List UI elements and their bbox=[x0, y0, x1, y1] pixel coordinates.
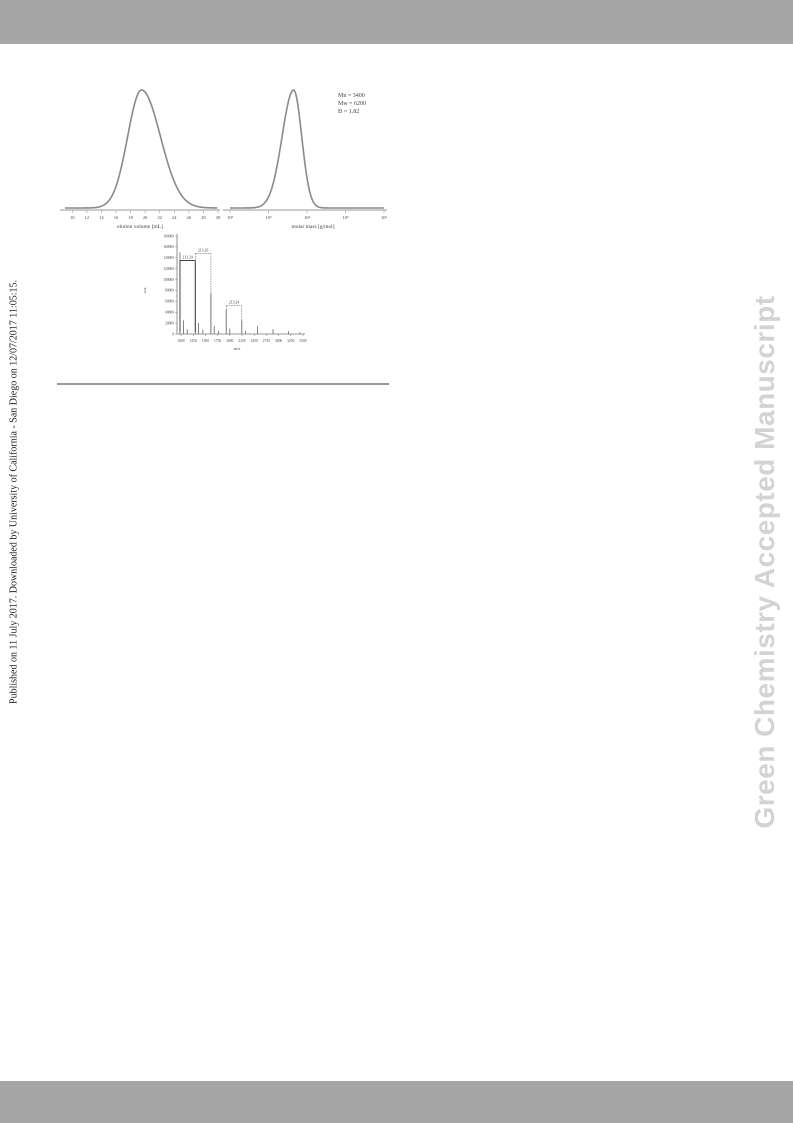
sec-tick-label: 28 bbox=[201, 215, 206, 220]
ms-y-ticks bbox=[163, 234, 177, 336]
sec-tick-label: 24 bbox=[172, 215, 177, 220]
ms-y-tick-label: 180000 bbox=[163, 234, 174, 239]
ms-x-tick-label: 2250 bbox=[238, 339, 246, 343]
ms-y-tick-label: 140000 bbox=[163, 256, 174, 261]
mm-ticks bbox=[227, 210, 387, 220]
ms-y-tick-label: 100000 bbox=[163, 277, 174, 282]
ms-annotations bbox=[180, 248, 242, 332]
ms-y-label: a.u. bbox=[142, 286, 147, 294]
mn-annotation: Mn = 3400 bbox=[338, 93, 365, 99]
dispersity-annotation: Đ = 1.82 bbox=[338, 109, 360, 115]
sec-tick-label: 18 bbox=[128, 215, 133, 220]
ms-x-tick-label: 2500 bbox=[250, 339, 258, 343]
ms-y-tick-label: 60000 bbox=[165, 299, 174, 304]
ms-y-tick-label: 120000 bbox=[163, 266, 174, 271]
mm-tick-label: 10⁵ bbox=[342, 215, 349, 220]
sec-tick-label: 26 bbox=[186, 215, 192, 220]
ms-annotation-label: 213.26 bbox=[197, 248, 209, 253]
sec-tick-label: 30 bbox=[215, 215, 221, 220]
ms-y-tick-label: 0 bbox=[172, 332, 174, 337]
mm-tick-label: 10² bbox=[227, 215, 233, 220]
mw-annotation: Mw = 6200 bbox=[338, 101, 367, 107]
mm-tick-label: 10⁴ bbox=[303, 215, 311, 220]
bottom-footer-bar bbox=[0, 1081, 793, 1123]
ms-x-tick-label: 2000 bbox=[226, 339, 234, 343]
molar-mass-panel bbox=[223, 90, 387, 230]
ms-x-label: m/z bbox=[233, 346, 241, 351]
ms-y-tick-label: 40000 bbox=[165, 310, 174, 315]
mm-tick-label: 10⁶ bbox=[380, 215, 388, 220]
mm-tick-label: 10³ bbox=[265, 215, 272, 220]
mm-curve bbox=[230, 90, 384, 208]
sec-curve bbox=[65, 90, 217, 208]
sec-panel bbox=[60, 90, 221, 230]
ms-x-tick-label: 1250 bbox=[189, 339, 197, 343]
mm-x-label: molar mass [g/mol] bbox=[291, 224, 335, 230]
figure-canvas bbox=[55, 82, 395, 382]
ms-annotation-label: 213.24 bbox=[228, 300, 240, 305]
ms-peaks bbox=[180, 252, 300, 334]
ms-x-tick-label: 3500 bbox=[299, 339, 307, 343]
figure bbox=[55, 82, 395, 382]
sec-tick-label: 12 bbox=[84, 215, 90, 220]
sec-tick-label: 20 bbox=[142, 215, 148, 220]
ms-y-tick-label: 20000 bbox=[165, 321, 174, 326]
ms-x-tick-label: 3000 bbox=[275, 339, 283, 343]
sec-ticks bbox=[70, 210, 221, 220]
sec-x-label: elution volume [mL] bbox=[117, 224, 163, 230]
ms-y-tick-label: 160000 bbox=[163, 245, 174, 250]
ms-x-tick-label: 2750 bbox=[262, 339, 270, 343]
sec-tick-label: 14 bbox=[99, 215, 104, 220]
ms-x-ticks bbox=[177, 334, 306, 343]
ms-x-tick-label: 1000 bbox=[177, 339, 185, 343]
ms-x-tick-label: 1500 bbox=[201, 339, 209, 343]
maldi-panel bbox=[142, 234, 307, 351]
published-note-text: Published on 11 July 2017. Downloaded by University of California - San Diego on 12/07/2017 11:05:15. bbox=[8, 280, 20, 704]
caption-rule bbox=[57, 383, 389, 385]
ms-x-tick-label: 3250 bbox=[287, 339, 295, 343]
top-header-bar bbox=[0, 0, 793, 44]
ms-y-tick-label: 80000 bbox=[165, 288, 174, 293]
sec-tick-label: 22 bbox=[157, 215, 162, 220]
ms-x-tick-label: 1750 bbox=[214, 339, 222, 343]
sec-tick-label: 10 bbox=[70, 215, 75, 220]
sec-tick-label: 16 bbox=[113, 215, 119, 220]
ms-annotation-label: 213.24 bbox=[182, 255, 193, 260]
watermark-text: Green Chemistry Accepted Manuscript bbox=[749, 295, 780, 829]
